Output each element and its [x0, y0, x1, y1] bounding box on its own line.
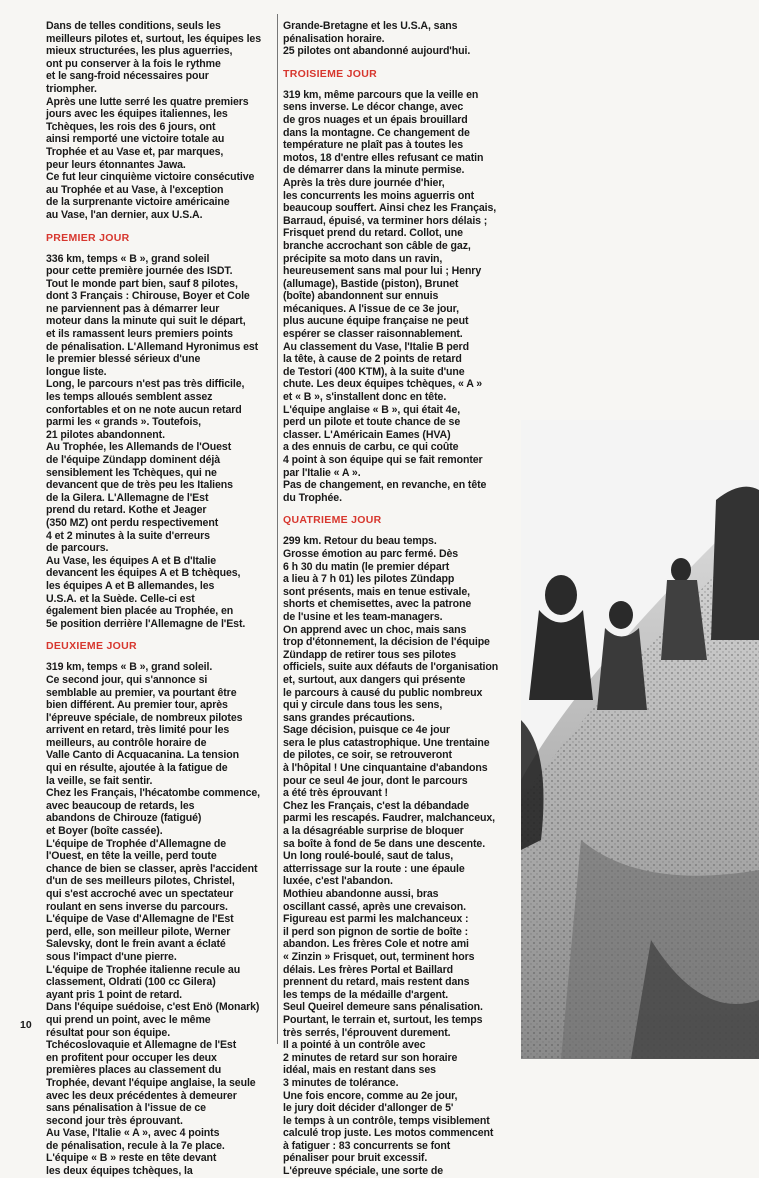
heading-deuxieme-jour: DEUXIEME JOUR	[46, 640, 137, 653]
page-number: 10	[20, 1019, 32, 1031]
intro-paragraph: Dans de telles conditions, seuls les meilleurs pilotes et, surtout, les équipes les mieux structurées, les plus aguerries, ont pu conserver à la fois le rythme et le sang-froid nécessaires pour triompher. Après une lutte serré les quatre premiers jours avec les équipes italiennes, les Tchèques, les rois des 6 jours, ont ainsi remporté une victoire totale au Trophée et au Vase et, par marques, peur leurs étonnantes Jawa. Ce fut leur cinquième victoire consécutive au Trophée et au Vase, à l'exception de la surprenante victoire américaine au Vase, l'an dernier, aux U.S.A.	[46, 20, 261, 221]
heading-premier-jour: PREMIER JOUR	[46, 231, 130, 244]
continuation-paragraph: Grande-Bretagne et les U.S.A, sans pénalisation horaire. 25 pilotes ont abandonné aujourd'hui.	[283, 20, 471, 58]
day-2-paragraph: 319 km, temps « B », grand soleil. Ce second jour, qui s'annonce si semblable au premier, va pourtant être bien différent. Au premier tour, après l'épreuve spéciale, de nombreux pilotes arrivent en retard, très limité pour les meilleurs, au contrôle horaire de Valle Canto di Acquacanina. La tension qui en résulte, ajoutée à la fatigue de la veille, se fait sentir. Chez les Français, l'hécatombe commence, avec beaucoup de retards, les abandons de Chirouze (fatigué) et Boyer (boîte cassée). L'équipe de Trophée d'Allemagne de l'Ouest, en tête la veille, perd toute chance de bien se classer, après l'accident d'un de ses meilleurs pilotes, Christel, qui s'est accroché avec un spectateur roulant en sens inverse du parcours. L'équipe de Vase d'Allemagne de l'Est perd, elle, son meilleur pilote, Werner Salevsky, dont le frein avant a éclaté sous l'impact d'une pierre. L'équipe de Trophée italienne recule au classement, Oldrati (100 cc Gilera) ayant pris 1 point de retard. Dans l'équipe suédoise, c'est Enö (Monark) qui prend un point, avec le même résultat pour son équipe. Tchécoslovaquie et Allemagne de l'Est en profitent pour occuper les deux premières places au classement du Trophée, devant l'équipe anglaise, la seule avec les deux précédentes à demeurer sans pénalisation à l'issue de ce second jour très éprouvant. Au Vase, l'Italie « A », avec 4 points de pénalisation, recule à la 7e place. L'équipe « B » reste en tête devant les deux équipes tchèques, la	[46, 661, 261, 1178]
day-1-paragraph: 336 km, temps « B », grand soleil pour cette première journée des ISDT. Tout le monde part bien, sauf 8 pilotes, dont 3 Français : Chirouse, Boyer et Cole ne parviennent pas à démarrer leur moteur dans la minute qui suit le départ, et ils ramassent leurs premiers points de pénalisation. L'Allemand Hyronimus est le premier blessé sérieux d'une longue liste. Long, le parcours n'est pas très difficile, les temps alloués semblent assez confortables et on ne note aucun retard parmi les « grands ». Toutefois, 21 pilotes abandonnent. Au Trophée, les Allemands de l'Ouest de l'équipe Zündapp dominent déjà sensiblement les Tchèques, qui ne devancent que de très peu les Italiens de la Gilera. L'Allemagne de l'Est prend du retard. Kothe et Jeager (350 MZ) ont perdu respectivement 4 et 2 minutes à la suite d'erreurs de parcours. Au Vase, les équipes A et B d'Italie devancent les équipes A et B tchèques, les équipes A et B allemandes, les U.S.A. et la Suède. Celle-ci est également bien placée au Trophée, en 5e position derrière l'Allemagne de l'Est.	[46, 252, 259, 630]
day-3-paragraph: 319 km, même parcours que la veille en sens inverse. Le décor change, avec de gros nuages et un épais brouillard dans la montagne. Ce changement de température ne plaît pas à toutes les motos, 18 d'entre elles refusant ce matin de démarrer dans la minute permise. Après la très dure journée d'hier, les concurrents les moins aguerris ont beaucoup souffert. Ainsi chez les Français, Barraud, épuisé, va terminer hors délais ; Frisquet prend du retard. Collot, une branche accrochant son câble de gaz, précipite sa moto dans un ravin, heureusement sans mal pour lui ; Henry (allumage), Bastide (piston), Brunet (boîte) abandonnent sur ennuis mécaniques. A l'issue de ce 3e jour, plus aucune équipe française ne peut espérer se classer raisonnablement. Au classement du Vase, l'Italie B perd la tête, à cause de 2 points de retard de Testori (400 KTM), à la suite d'une chute. Les deux équipes tchèques, « A » et « B », s'installent donc en tête. L'équipe anglaise « B », qui était 4e, perd un pilote et toute chance de se classer. L'Américain Eames (HVA) a des ennuis de carbu, ce qui coûte 4 point à son équipe qui se fait remonter par l'Italie « A ». Pas de changement, en revanche, en tête du Trophée.	[283, 88, 497, 504]
spectators-photo	[521, 420, 759, 1059]
left-column	[46, 20, 274, 1178]
heading-troisieme-jour: TROISIEME JOUR	[283, 67, 378, 80]
right-column	[283, 20, 521, 1178]
day-4-paragraph: 299 km. Retour du beau temps. Grosse émotion au parc fermé. Dès 6 h 30 du matin (le premier départ a lieu à 7 h 01) les pilotes Zündapp sont présents, mais en tenue estivale, shorts et chemisettes, avec la patrone de l'usine et les team-managers. On apprend avec un choc, mais sans trop d'étonnement, la décision de l'équipe Zündapp de retirer tous ses pilotes officiels, suite aux défauts de l'organisation et, surtout, aux dangers qui présente le parcours à causé du public nombreux qui y circule dans tous les sens, sans grandes précautions. Sage décision, puisque ce 4e jour sera le plus catastrophique. Une trentaine de pilotes, ce soir, se retrouveront à l'hôpital ! Une cinquantaine d'abandons pour ce seul 4e jour, dont le parcours a été très éprouvant ! Chez les Français, c'est la débandade parmi les rescapés. Faudrer, malchanceux, a la désagréable surprise de bloquer sa boîte à fond de 5e dans une descente. Un long roulé-boulé, saut de talus, atterrissage sur la route : une épaule luxée, c'est l'abandon. Mothieu abandonne aussi, bras oscillant cassé, après une crevaison. Figureau est parmi les malchanceux : il perd son pignon de sortie de boîte : abandon. Les frères Cole et notre ami « Zinzin » Frisquet, out, terminent hors délais. Les frères Portal et Baillard prennent du retard, mais restent dans les temps de la médaille d'argent. Seul Queirel demeure sans pénalisation. Pourtant, le terrain et, surtout, les temps très serrés, l'éprouvent durement. Il a pointé à un contrôle avec 2 minutes de retard sur son horaire idéal, mais en restant dans ses 3 minutes de tolérance. Une fois encore, comme au 2e jour, le jury doit décider d'allonger de 5' le temps à un contrôle, temps visiblement calculé trop juste. Les motos commencent à fatiguer : 83 concurrents se font pénaliser pour bruit excessif. L'épreuve spéciale, une sorte de	[283, 535, 499, 1178]
column-divider	[277, 14, 278, 1044]
heading-quatrieme-jour: QUATRIEME JOUR	[283, 514, 382, 527]
